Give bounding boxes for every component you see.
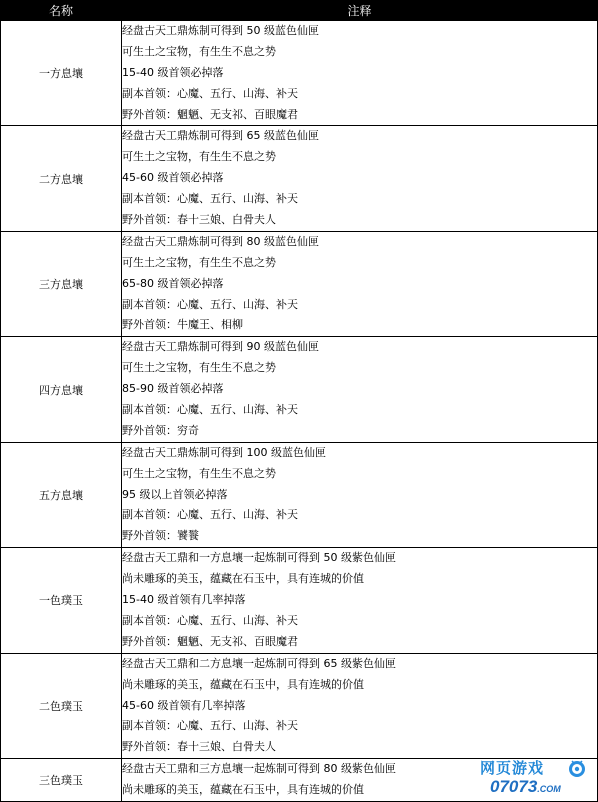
item-name: 一色璞玉 (1, 548, 122, 653)
note-line: 可生土之宝物，有生生不息之势 (122, 150, 276, 164)
mascot-icon (566, 757, 588, 779)
table-row (1, 231, 598, 336)
table-row (1, 442, 598, 547)
note-line: 85-90 级首领必掉落 (122, 382, 224, 396)
table-row (1, 548, 598, 653)
watermark-top-text: 网页游戏 (480, 759, 545, 777)
watermark-bottom-text (490, 777, 561, 797)
item-name: 二方息壤 (1, 126, 122, 231)
item-name: 三色璞玉 (1, 759, 122, 802)
note-line: 经盘古天工鼎炼制可得到 80 级蓝色仙匣 (122, 234, 319, 248)
note-line: 可生土之宝物，有生生不息之势 (122, 255, 276, 269)
note-line: 15-40 级首领必掉落 (122, 65, 224, 79)
note-line: 野外首领：魍魉、无支祁、百眼魔君 (122, 107, 298, 121)
site-watermark (478, 757, 590, 799)
item-notes (122, 231, 598, 336)
item-notes (122, 548, 598, 653)
note-line: 可生土之宝物，有生生不息之势 (122, 466, 276, 480)
item-name: 一方息壤 (1, 21, 122, 126)
item-name: 五方息壤 (1, 442, 122, 547)
item-name: 四方息壤 (1, 337, 122, 442)
item-notes (122, 653, 598, 758)
note-line: 副本首领：心魔、五行、山海、补天 (122, 403, 298, 417)
table-row (1, 126, 598, 231)
note-line: 野外首领：魍魉、无支祁、百眼魔君 (122, 634, 298, 648)
note-line: 经盘古天工鼎和三方息壤一起炼制可得到 80 级紫色仙匣 (122, 762, 396, 776)
note-line: 可生土之宝物，有生生不息之势 (122, 44, 276, 58)
item-name: 三方息壤 (1, 231, 122, 336)
item-notes (122, 126, 598, 231)
note-line: 95 级以上首领必掉落 (122, 487, 228, 501)
note-line: 野外首领：饕餮 (122, 529, 199, 543)
note-line: 副本首领：心魔、五行、山海、补天 (122, 719, 298, 733)
note-line: 副本首领：心魔、五行、山海、补天 (122, 613, 298, 627)
note-line: 15-40 级首领有几率掉落 (122, 593, 246, 607)
note-line: 45-60 级首领有几率掉落 (122, 698, 246, 712)
note-line: 经盘古天工鼎和二方息壤一起炼制可得到 65 级紫色仙匣 (122, 656, 396, 670)
watermark-number: 07073 (490, 777, 538, 796)
note-line: 经盘古天工鼎炼制可得到 50 级蓝色仙匣 (122, 24, 319, 37)
item-notes (122, 442, 598, 547)
note-line: 65-80 级首领必掉落 (122, 276, 224, 290)
item-notes (122, 21, 598, 126)
note-line: 副本首领：心魔、五行、山海、补天 (122, 297, 298, 311)
note-line: 尚未雕琢的美玉，蕴藏在石玉中，具有连城的价值 (122, 572, 364, 586)
note-line: 经盘古天工鼎炼制可得到 65 级蓝色仙匣 (122, 129, 319, 143)
header-name: 名称 (1, 1, 122, 21)
note-line: 副本首领：心魔、五行、山海、补天 (122, 192, 298, 206)
header-notes: 注释 (122, 1, 598, 21)
note-line: 尚未雕琢的美玉，蕴藏在石玉中，具有连城的价值 (122, 783, 364, 797)
table-header-row (1, 1, 598, 21)
item-notes (122, 337, 598, 442)
watermark-suffix: .COM (537, 784, 561, 794)
note-line: 尚未雕琢的美玉，蕴藏在石玉中，具有连城的价值 (122, 677, 364, 691)
table-row (1, 21, 598, 126)
table-row (1, 653, 598, 758)
note-line: 副本首领：心魔、五行、山海、补天 (122, 508, 298, 522)
note-line: 经盘古天工鼎炼制可得到 100 级蓝色仙匣 (122, 445, 326, 459)
note-line: 野外首领：牛魔王、相柳 (122, 318, 243, 332)
note-line: 野外首领：春十三娘、白骨夫人 (122, 213, 276, 227)
note-line: 副本首领：心魔、五行、山海、补天 (122, 86, 298, 100)
note-line: 经盘古天工鼎和一方息壤一起炼制可得到 50 级紫色仙匣 (122, 551, 396, 565)
note-line: 野外首领：春十三娘、白骨夫人 (122, 740, 276, 754)
note-line: 野外首领：穷奇 (122, 423, 199, 437)
note-line: 可生土之宝物，有生生不息之势 (122, 361, 276, 375)
table-row (1, 337, 598, 442)
note-line: 经盘古天工鼎炼制可得到 90 级蓝色仙匣 (122, 340, 319, 354)
item-name: 二色璞玉 (1, 653, 122, 758)
note-line: 45-60 级首领必掉落 (122, 171, 224, 185)
